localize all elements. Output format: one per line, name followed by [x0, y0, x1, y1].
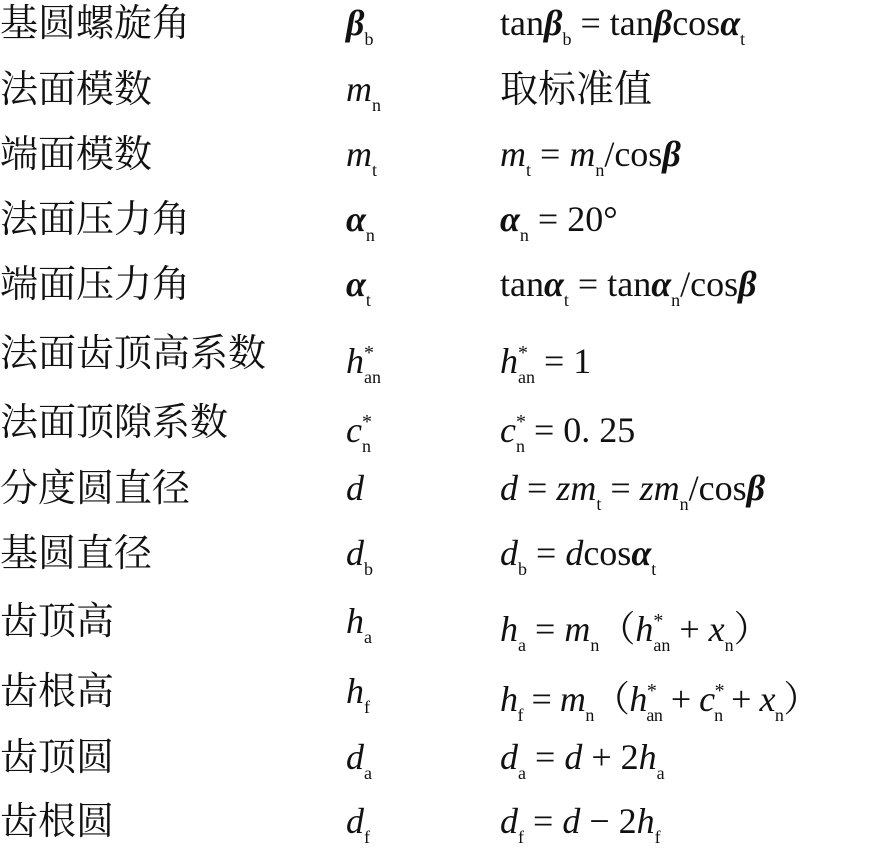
- parameter-name: 齿顶圆: [0, 735, 115, 779]
- parameter-symbol: $d_f$: [346, 801, 370, 847]
- parameter-formula: $h^*_{an} = 1$: [500, 341, 592, 387]
- parameter-name: 齿顶高: [0, 599, 115, 643]
- parameter-symbol: $h^*_{an}$: [346, 341, 381, 387]
- parameter-symbol: $\alpha_t$: [346, 264, 371, 310]
- parameter-formula: $d_f = d - 2h_f$: [500, 801, 661, 847]
- parameter-name: 分度圆直径: [0, 466, 191, 510]
- table-row: [0, 530, 895, 590]
- parameter-name: 齿根圆: [0, 799, 115, 843]
- parameter-symbol: $m_n$: [346, 69, 381, 115]
- parameter-formula: $d = zm_t = zm_n/\cos\beta$: [500, 468, 766, 514]
- parameter-formula: $\alpha_n = 20^\circ$: [500, 199, 618, 245]
- table-row: [0, 330, 895, 390]
- parameter-name: 基圆直径: [0, 531, 153, 575]
- table-row: [0, 399, 895, 459]
- parameter-symbol: $d_b$: [346, 533, 373, 579]
- parameter-symbol: $c^*_n$: [346, 410, 372, 456]
- parameter-name: 法面压力角: [0, 197, 191, 241]
- parameter-name: 端面压力角: [0, 262, 191, 306]
- parameter-name: 齿根高: [0, 669, 115, 713]
- parameter-symbol: $m_t$: [346, 134, 378, 180]
- table-row: [0, 598, 895, 658]
- parameter-name: 法面齿顶高系数: [0, 331, 267, 375]
- parameter-symbol: $\alpha_n$: [346, 199, 375, 245]
- parameter-formula: 取标准值: [500, 67, 653, 111]
- table-row: [0, 0, 895, 60]
- parameter-symbol: $h_f$: [346, 671, 370, 717]
- parameter-symbol: $d_a$: [346, 737, 372, 783]
- table-row: [0, 66, 895, 126]
- parameter-symbol: $h_a$: [346, 601, 372, 647]
- table-row: [0, 131, 895, 191]
- parameter-name: 基圆螺旋角: [0, 1, 191, 45]
- table-row: [0, 734, 895, 794]
- parameter-formula: $d_a = d + 2h_a$: [500, 737, 665, 783]
- table-row: [0, 668, 895, 728]
- parameter-formula: $m_t = m_n/\cos\beta$: [500, 134, 681, 180]
- table-row: [0, 261, 895, 321]
- parameter-symbol: $\beta_b$: [346, 3, 374, 49]
- parameter-formula: $h_a = m_n(h^*_{an} + x_n)$: [500, 609, 770, 655]
- table-row: [0, 196, 895, 256]
- parameter-formula: tanα$_t$ = tanα$_n$/cosβ: [500, 264, 757, 310]
- parameter-formula: $c^*_n = 0$. 25: [500, 410, 636, 456]
- parameter-formula: $d_b = dcos\alpha_t$: [500, 533, 657, 579]
- parameter-formula: tanβ$_b$ = tanβcosα$_t$: [500, 3, 746, 49]
- parameter-name: 法面顶隙系数: [0, 400, 229, 444]
- parameter-symbol: d: [346, 468, 364, 508]
- parameter-formula: $h_f = m_n(h^*_{an} + c^*_n + x_n)$: [500, 679, 819, 725]
- table-row: [0, 798, 895, 858]
- table-row: [0, 465, 895, 525]
- parameter-name: 端面模数: [0, 132, 153, 176]
- parameter-name: 法面模数: [0, 67, 153, 111]
